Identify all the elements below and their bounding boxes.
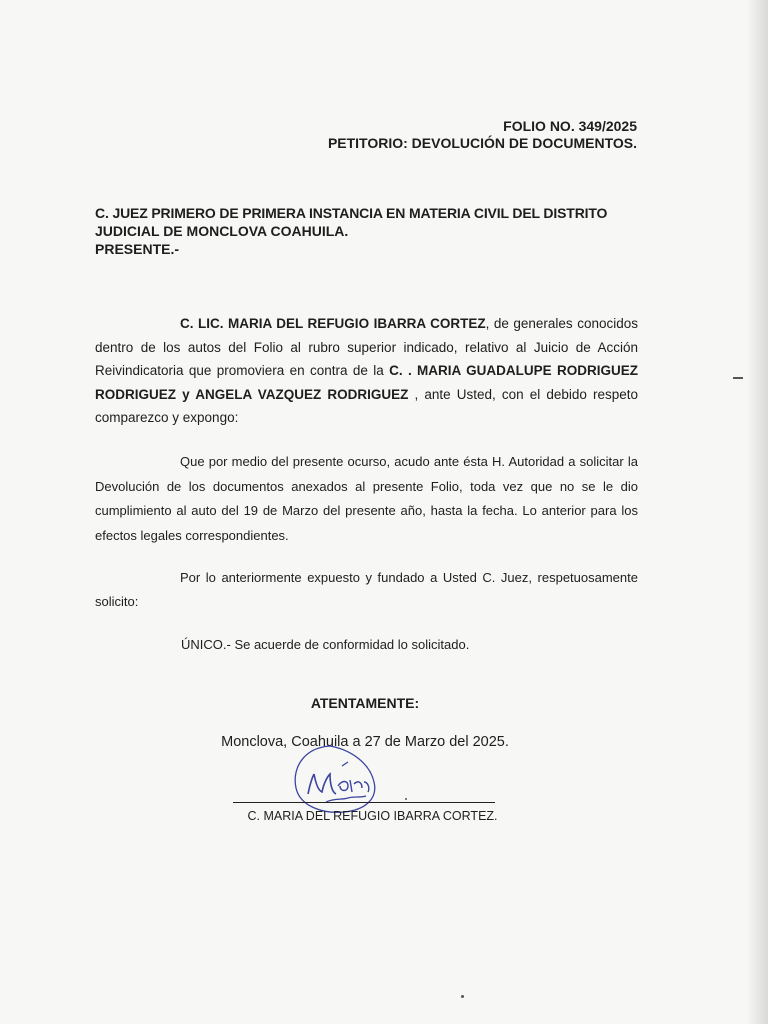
signature-line	[233, 802, 495, 803]
folio-header	[300, 118, 637, 152]
request-paragraph	[95, 450, 638, 548]
petitorio-title: PETITORIO: DEVOLUCIÓN DE DOCUMENTOS.	[327, 135, 637, 151]
intro-paragraph	[95, 312, 638, 430]
recipient-line-1: C. JUEZ PRIMERO DE PRIMERA INSTANCIA EN MATERIA CIVIL DEL DISTRITO	[95, 205, 608, 221]
recipient-block	[95, 204, 640, 258]
scan-speck	[461, 995, 464, 998]
scan-edge-shadow	[746, 0, 768, 1024]
request-text: Que por medio del presente ocurso, acudo ante ésta H. Autoridad a solicitar la Devolución de los documentos anexados al presente Folio, toda vez que no se le dio cumplimiento al auto del 19 de Marzo del presente año, hasta la fecha. Lo anterior para los efectos legales correspondientes.	[95, 454, 638, 543]
intro-text-a: , de generales conocidos dentro de los autos del Folio al rubro superior indicado, relativo al Juicio de Acción Reivindicatoria que promoviera en contra de la	[95, 316, 638, 378]
recipient-line-2: JUDICIAL DE MONCLOVA COAHUILA.	[95, 223, 349, 239]
petition-text: Por lo anteriormente expuesto y fundado a Usted C. Juez, respetuosamente solicito:	[95, 570, 638, 609]
closing-salutation: ATENTAMENTE:	[310, 695, 420, 711]
defendants-names: C. . MARIA GUADALUPE RODRIGUEZ RODRIGUEZ y ANGELA VAZQUEZ RODRIGUEZ	[95, 363, 638, 402]
place-and-date: Monclova, Coahuila a 27 de Marzo del 2025.	[221, 734, 509, 750]
signer-name: C. MARIA DEL REFUGIO IBARRA CORTEZ.	[247, 809, 498, 823]
petition-paragraph	[95, 566, 638, 614]
scan-speck	[733, 377, 743, 379]
petitioner-name: C. LIC. MARIA DEL REFUGIO IBARRA CORTEZ	[180, 316, 486, 331]
recipient-line-3: PRESENTE.-	[95, 241, 180, 257]
folio-number: FOLIO NO. 349/2025	[503, 118, 637, 134]
intro-text-b: , ante Usted, con el debido respeto comparezco y expongo:	[95, 386, 638, 425]
unico-clause: ÚNICO.- Se acuerde de conformidad lo solicitado.	[181, 637, 470, 652]
scan-speck	[405, 798, 407, 800]
